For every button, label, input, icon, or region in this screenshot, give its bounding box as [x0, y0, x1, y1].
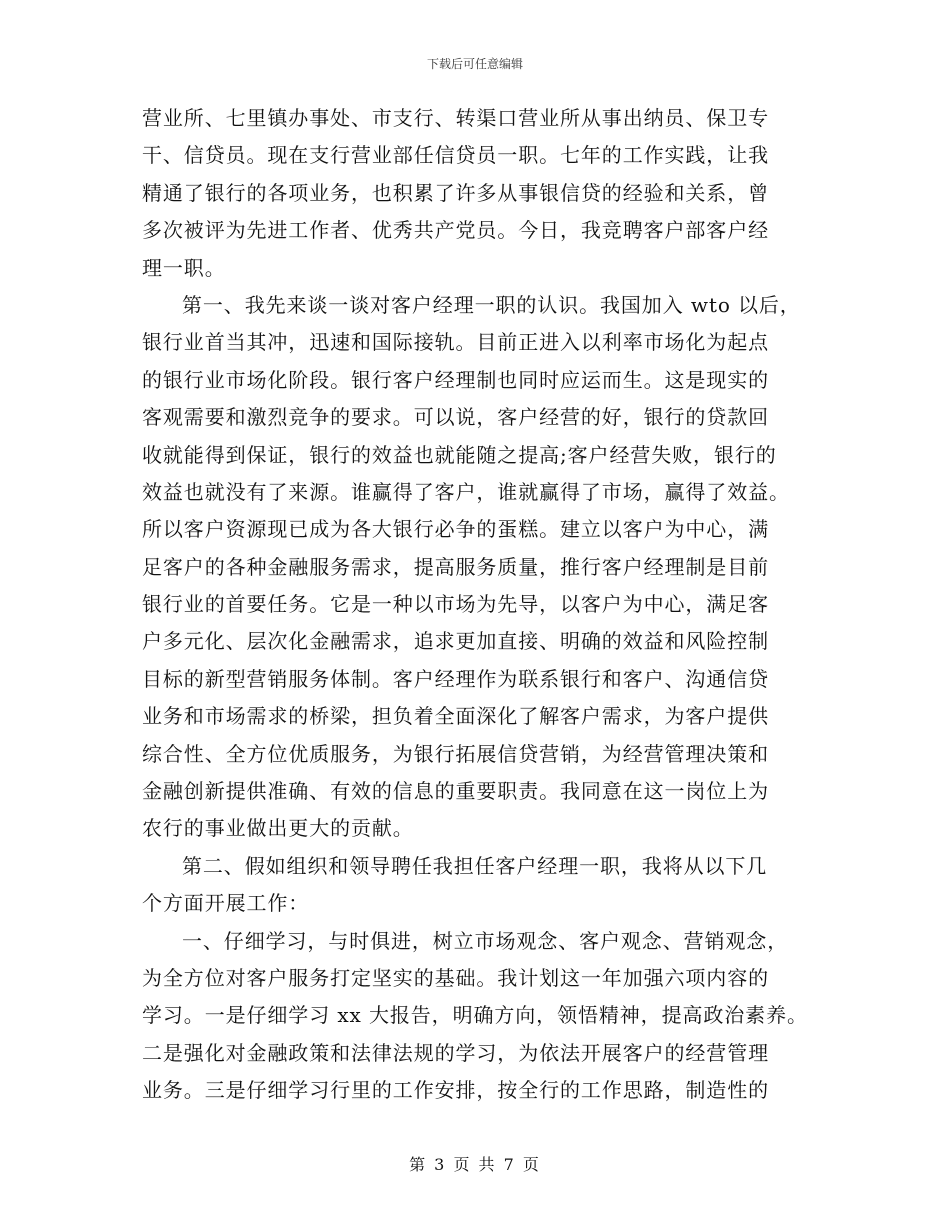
- text-line: 业务和市场需求的桥梁，担负着全面深化了解客户需求，为客户提供: [142, 704, 769, 729]
- text-line: 精通了银行的各项业务，也积累了许多从事银信贷的经验和关系，曾: [142, 180, 769, 205]
- text-line: 目标的新型营销服务体制。客户经理作为联系银行和客户、沟通信贷: [142, 666, 769, 691]
- document-body: [142, 100, 812, 1110]
- text-line: 多次被评为先进工作者、优秀共产党员。今日，我竞聘客户部客户经: [142, 218, 769, 243]
- text-line: 第一、我先来谈一谈对客户经理一职的认识。我国加入 wto 以后，: [182, 292, 801, 317]
- text-line: 足客户的各种金融服务需求，提高服务质量，推行客户经理制是目前: [142, 554, 769, 579]
- page-number: 第 3 页 共 7 页: [409, 1155, 541, 1174]
- text-line: 所以客户资源现已成为各大银行必争的蛋糕。建立以客户为中心，满: [142, 517, 769, 542]
- text-line: 金融创新提供准确、有效的信息的重要职责。我同意在这一岗位上为: [142, 779, 769, 804]
- text-line: 个方面开展工作：: [142, 891, 310, 916]
- text-line: 农行的事业做出更大的贡献。: [142, 816, 414, 841]
- text-line: 银行业首当其冲，迅速和国际接轨。目前正进入以利率市场化为起点: [142, 330, 769, 355]
- page-header-note: 下载后可任意编辑: [426, 57, 523, 71]
- text-line: 一、仔细学习，与时俱进，树立市场观念、客户观念、营销观念，: [182, 928, 789, 953]
- text-line: 银行业的首要任务。它是一种以市场为先导，以客户为中心，满足客: [142, 592, 769, 617]
- text-line: 效益也就没有了来源。谁赢得了客户，谁就赢得了市场，赢得了效益。: [142, 479, 790, 504]
- text-line: 为全方位对客户服务打定坚实的基础。我计划这一年加强六项内容的: [142, 965, 769, 990]
- text-line: 干、信贷员。现在支行营业部任信贷员一职。七年的工作实践，让我: [142, 143, 769, 168]
- text-line: 理一职。: [142, 255, 226, 280]
- text-line: 业务。三是仔细学习行里的工作安排，按全行的工作思路，制造性的: [142, 1078, 769, 1103]
- text-line: 收就能得到保证，银行的效益也就能随之提高;客户经营失败，银行的: [142, 442, 777, 467]
- text-line: 客观需要和激烈竞争的要求。可以说，客户经营的好，银行的贷款回: [142, 405, 769, 430]
- text-line: 学习。一是仔细学习 xx 大报告，明确方向，领悟精神，提高政治素养。: [142, 1003, 808, 1028]
- text-line: 综合性、全方位优质服务，为银行拓展信贷营销，为经营管理决策和: [142, 741, 769, 766]
- text-line: 户多元化、层次化金融需求，追求更加直接、明确的效益和风险控制: [142, 629, 769, 654]
- text-line: 营业所、七里镇办事处、市支行、转渠口营业所从事出纳员、保卫专: [142, 106, 769, 130]
- text-line: 第二、假如组织和领导聘任我担任客户经理一职，我将从以下几: [182, 853, 768, 878]
- text-line: 二是强化对金融政策和法律法规的学习，为依法开展客户的经营管理: [142, 1040, 769, 1065]
- text-line: 的银行业市场化阶段。银行客户经理制也同时应运而生。这是现实的: [142, 367, 769, 392]
